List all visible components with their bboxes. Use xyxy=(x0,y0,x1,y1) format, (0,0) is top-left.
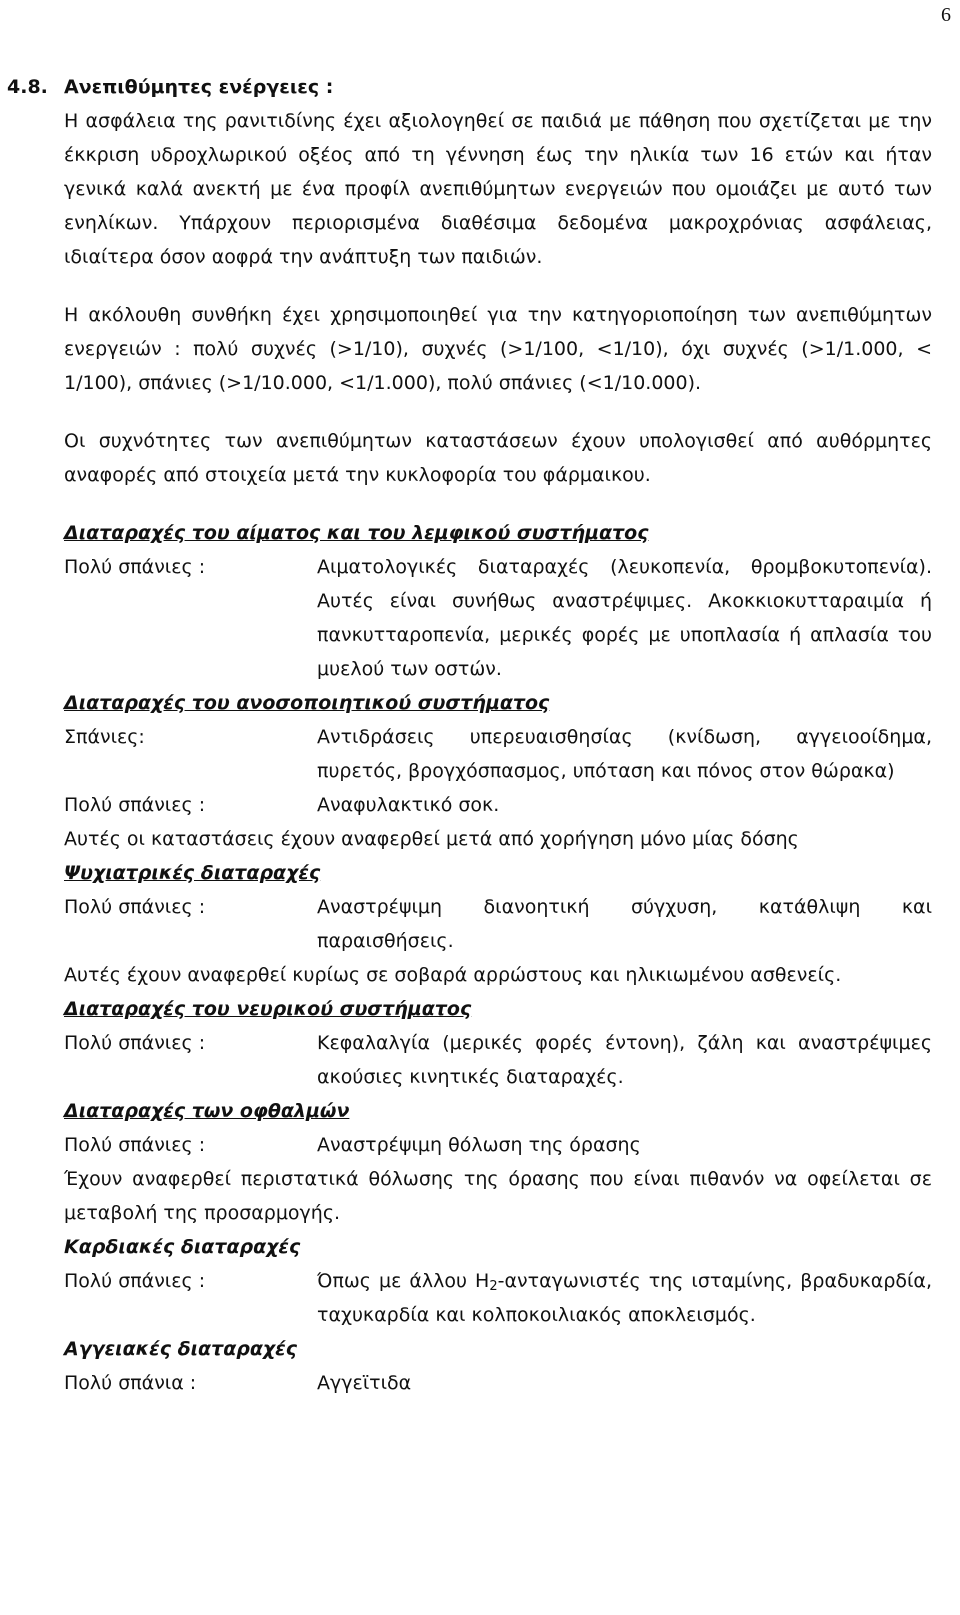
cardiac-text-before: Όπως με άλλου H xyxy=(317,1270,490,1292)
frequency-label: Πολύ σπάνιες : xyxy=(64,794,206,816)
heading-nervous-disorders: Διαταραχές του νευρικού συστήματος xyxy=(64,998,472,1020)
frequency-label: Πολύ σπάνιες : xyxy=(64,1134,206,1156)
entry-immune-rare xyxy=(64,720,932,788)
section-title: Ανεπιθύμητες ενέργειες : xyxy=(64,76,334,98)
section-heading xyxy=(7,77,932,98)
eye-note: Έχουν αναφερθεί περιστατικά θόλωσης της όρασης που είναι πιθανόν να οφείλεται σε μεταβολή της προσαρμογής. xyxy=(64,1168,932,1224)
reaction-description: Αναστρέψιμη διανοητική σύγχυση, κατάθλιψη και παραισθήσεις. xyxy=(317,896,932,952)
cardiac-text-after: -ανταγωνιστές της ισταμίνης, βραδυκαρδία, ταχυκαρδία και κολποκοιλιακός αποκλεισμός. xyxy=(317,1270,932,1326)
frequency-label: Πολύ σπάνιες : xyxy=(64,556,206,578)
reaction-description: Αντιδράσεις υπερευαισθησίας (κνίδωση, αγγειοοίδημα, πυρετός, βρογχόσπασμος, υπόταση και πόνος στον θώρακα) xyxy=(317,726,932,782)
frequency-label: Πολύ σπάνια : xyxy=(64,1372,197,1394)
reaction-description: Αναφυλακτικό σοκ. xyxy=(317,794,500,816)
frequency-label: Πολύ σπάνιες : xyxy=(64,896,206,918)
paragraph-frequency-convention: Η ακόλουθη συνθήκη έχει χρησιμοποιηθεί για την κατηγοριοποίηση των ανεπιθύμητων ενεργειών : πολύ συχνές (>1/10), συχνές (>1/100, <1/10), όχι συχνές (>1/1.000, < 1/100), σπάνιες (>1/10.000, <1/1.000), πολύ σπάνιες (<1/10.000). xyxy=(64,304,932,394)
heading-cardiac-disorders: Καρδιακές διαταραχές xyxy=(64,1236,301,1258)
heading-eye-disorders: Διαταραχές των οφθαλμών xyxy=(64,1100,350,1122)
immune-note: Αυτές οι καταστάσεις έχουν αναφερθεί μετά από χορήγηση μόνο μίας δόσης xyxy=(64,828,799,850)
page-number: 6 xyxy=(941,4,951,26)
heading-blood-disorders: Διαταραχές του αίματος και του λεμφικού συστήματος xyxy=(64,522,649,544)
entry-vascular-very-rare xyxy=(64,1366,932,1400)
paragraph-frequency-source: Οι συχνότητες των ανεπιθύμητων καταστάσεων έχουν υπολογισθεί από αυθόρμητες αναφορές από στοιχεία μετά την κυκλοφορία του φάρμαικου. xyxy=(64,430,932,486)
h2-subscript: 2 xyxy=(489,1279,498,1294)
entry-psychiatric-very-rare xyxy=(64,890,932,958)
frequency-label: Πολύ σπάνιες : xyxy=(64,1270,206,1292)
entry-eye-very-rare xyxy=(64,1128,932,1162)
document-body xyxy=(7,76,932,1400)
section-number: 4.8. xyxy=(7,76,48,98)
heading-immune-disorders: Διαταραχές του ανοσοποιητικού συστήματος xyxy=(64,692,550,714)
reaction-description: Κεφαλαλγία (μερικές φορές έντονη), ζάλη και αναστρέψιμες ακούσιες κινητικές διαταραχές. xyxy=(317,1032,932,1088)
heading-vascular-disorders: Αγγειακές διαταραχές xyxy=(64,1338,298,1360)
entry-cardiac-very-rare xyxy=(64,1264,932,1332)
frequency-label: Πολύ σπάνιες : xyxy=(64,1032,206,1054)
heading-psychiatric-disorders: Ψυχιατρικές διαταραχές xyxy=(64,862,321,884)
entry-nervous-very-rare xyxy=(64,1026,932,1094)
reaction-description: Αιματολογικές διαταραχές (λευκοπενία, θρομβοκυτοπενία). Αυτές είναι συνήθως αναστρέψιμες. Ακοκκιοκυτταραιμία ή πανκυτταροπενία, μερικές φορές με υποπλασία ή απλασία του μυελού των οστών. xyxy=(317,556,932,680)
paragraph-pediatric-safety: Η ασφάλεια της ρανιτιδίνης έχει αξιολογηθεί σε παιδιά με πάθηση που σχετίζεται με την έκκριση υδροχλωρικού οξέος από τη γέννηση έως την ηλικία των 16 ετών και ήταν γενικά καλά ανεκτή με ένα προφίλ ανεπιθύμητων ενεργειών που ομοιάζει με αυτό των ενηλίκων. Υπάρχουν περιορισμένα διαθέσιμα δεδομένα μακροχρόνιας ασφάλειας, ιδιαίτερα όσον αοφρά την ανάπτυξη των παιδιών. xyxy=(64,110,932,268)
entry-blood-very-rare xyxy=(64,550,932,686)
psychiatric-note: Αυτές έχουν αναφερθεί κυρίως σε σοβαρά αρρώστους και ηλικιωμένου ασθενείς. xyxy=(64,964,842,986)
reaction-description: Αναστρέψιμη θόλωση της όρασης xyxy=(317,1134,641,1156)
reaction-description xyxy=(317,1264,932,1332)
entry-immune-very-rare xyxy=(64,788,932,822)
reaction-description: Αγγεϊτιδα xyxy=(317,1372,412,1394)
frequency-label: Σπάνιες: xyxy=(64,726,145,748)
